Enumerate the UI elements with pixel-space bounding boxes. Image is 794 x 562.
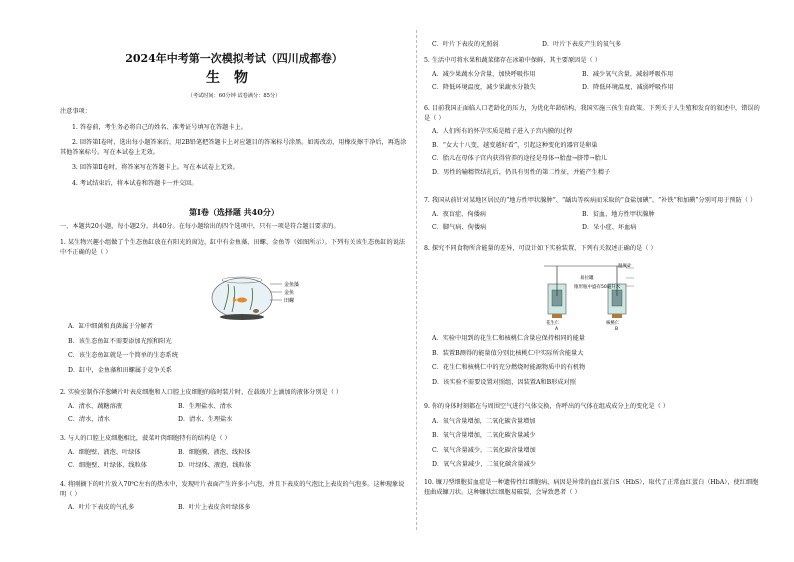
option[interactable]: A．缸中细菌和真菌属于分解者 (68, 323, 153, 330)
option[interactable]: A．氧气含量增加，二氧化碳含量增加 (432, 417, 536, 425)
setup-label: 核桃仁 (606, 321, 620, 326)
tank-label: 金鱼 (284, 290, 295, 296)
exam-meta: （考试时间：60分钟 试卷满分：85分） (187, 93, 281, 99)
option[interactable]: B．该生态鱼缸不需要添加光照和阳光 (68, 337, 172, 345)
setup-label: 花生仁 (546, 321, 560, 326)
left-column (60, 0, 408, 562)
note-item: 3. 回答第Ⅱ卷时，将答案写在答题卡上。写在本试卷上无效。 (72, 164, 239, 172)
question-stem: 7. 我国从前针对某地区居民的“地方性甲状腺肿”、“龋齿等疾病而采取的“食盐加碘”、“补铁”和加碘”分别可用于预防（ ） (424, 197, 757, 204)
fish-tank-illustration (210, 270, 320, 320)
option[interactable]: A．人们所有的怀孕实质是精子进入子宫内膜的过程 (432, 128, 573, 136)
question-stem: 5. 生活中可将水果和蔬菜储存在冰箱中保鲜，其主要原因是（ ） (424, 57, 601, 64)
option[interactable]: B．减少氧气含量，减弱呼吸作用 (582, 70, 674, 78)
setup-label: 易拉罐 (580, 276, 594, 281)
option[interactable]: C．清水、清水 (68, 416, 110, 424)
question-1 (60, 238, 408, 257)
setup-label: 温度计 (618, 264, 632, 269)
tank-label: 金鱼藻 (284, 282, 300, 288)
question-6 (424, 104, 764, 178)
section-instruction: 一、本题共20小题，每小题2分，共40分。在每小题给出的四个选项中，只有一项是符合题目要求的。 (60, 223, 340, 230)
option[interactable]: C．叶片下表皮的光照弱 (432, 41, 499, 48)
question-9 (424, 402, 764, 470)
notes-heading: 注意事项： (60, 108, 91, 115)
option[interactable]: D．氧气含量减少，二氧化碳含量减少 (432, 461, 536, 469)
option[interactable]: C．胎儿在母体子宫内获得营养的途径是母体→胎盘→脐带→胎儿 (432, 155, 607, 163)
question-2 (60, 388, 408, 425)
option[interactable]: C．脚气病、佝偻病 (432, 224, 487, 232)
question-5 (424, 56, 764, 93)
question-10 (424, 478, 764, 497)
option[interactable]: D．清水、生理盐水 (178, 416, 233, 424)
option[interactable]: B．贫血、地方性甲状腺肿 (582, 210, 655, 218)
note-item: 1. 答卷前，考生务必将自己的姓名、准考证号填写在答题卡上。 (72, 123, 247, 131)
question-stem: 8. 探究不同食物所含能量的差异，可设计如下实验装置，下列有关叙述正确的是（ ） (424, 245, 657, 252)
option[interactable]: D．该实验不需要设置对照组，因装置A和B形成对照 (432, 378, 576, 386)
option[interactable]: D．缸中，金鱼藻和田螺属于竞争关系 (68, 366, 172, 374)
experiment-setup-illustration (534, 262, 654, 330)
note-item: 2. 回答第Ⅰ卷时，选出每小题答案后，用2B铅笔把答题卡上对应题目的答案标号涂黑。如需改动，用橡皮擦干净后，再选涂其他答案标号。写在本试卷上无效。 (60, 139, 407, 156)
option[interactable]: A．叶片下表皮的气孔多 (68, 504, 135, 512)
setup-label: B (615, 327, 619, 330)
option[interactable]: D．男性的输精管结扎后，仍具有男性的第二性征，并能产生精子 (432, 169, 611, 177)
question-8 (424, 244, 764, 254)
option[interactable]: B．叶片上表皮含叶绿体多 (178, 504, 251, 512)
option[interactable]: B．细胞膜、液泡、线粒体 (178, 448, 251, 456)
option[interactable]: D．叶片下表皮产生的氧气多 (542, 41, 622, 48)
question-8-options (424, 334, 764, 387)
question-stem: 2. 实验室制作洋葱鳞片叶表皮细胞和人口腔上皮细胞的临时装片时，在载玻片上滴加的液体分别是（ ） (60, 389, 343, 396)
option[interactable]: B．生理盐水、清水 (178, 402, 233, 410)
option[interactable]: C．氧气含量减少，二氧化碳含量增加 (432, 446, 536, 454)
notes-block (60, 107, 408, 195)
option[interactable]: B．氧气含量增加，二氧化碳含量减少 (432, 432, 536, 440)
option[interactable]: C．该生态鱼缸就是一个简单的生态系统 (68, 352, 178, 360)
exam-subject: 生物 (206, 70, 262, 86)
question-7 (424, 196, 764, 233)
option[interactable]: A．实验中用到的花生仁和核桃仁含量应保持相同的能量 (432, 335, 585, 342)
setup-label: 锥形瓶中盛有50毫升水 (574, 285, 621, 290)
question-stem: 4. 将刚摘下的叶片放入70℃左右的热水中，发现叶片表面产生许多小气泡，并且下表皮的气泡比上表皮的气泡多。这种现象说明（ ） (60, 481, 405, 498)
option[interactable]: D．降低环境温度，减弱呼吸作用 (582, 84, 674, 92)
question-stem: 3. 与人的口腔上皮细胞相比，菠菜叶肉细胞特有的结构是（ ） (60, 435, 231, 442)
note-item: 4. 考试结束后，将本试卷和答题卡一并交回。 (72, 180, 198, 188)
column-divider (416, 30, 417, 530)
option[interactable]: A．细胞壁、液泡、叶绿体 (68, 448, 141, 456)
question-4 (60, 480, 408, 513)
question-stem: 1. 某生物兴趣小组做了个生态鱼缸放在有阳光的窗边，缸中有金鱼藻、田螺、金鱼等（如图所示）。下列有关该生态鱼缸的说法中不正确的是（ ） (60, 239, 406, 256)
option[interactable]: B．装置B测得的能量值分别比核桃仁中实际所含能量大 (432, 349, 584, 357)
option[interactable]: C．细胞壁、叶绿体、线粒体 (68, 462, 147, 470)
question-4-continued (424, 40, 764, 50)
section-heading: 第Ⅰ卷（选择题 共40分） (189, 207, 279, 217)
question-stem: 9. 你的身体时刻都在与周围空气进行气体交换，你呼出的气体在组成成分上的变化是（ ） (424, 403, 669, 410)
setup-label: A (555, 327, 559, 330)
tank-label: 田螺 (284, 298, 295, 304)
option[interactable]: C．降低环境温度，减少果蔬水分散失 (432, 84, 536, 92)
option[interactable]: B．“女大十八变，越变越好看”，引起这种变化的器官是卵巢 (432, 141, 598, 149)
question-stem: 6. 目前我国正面临人口老龄化的压力，为优化年龄结构，我国实施三孩生育政策。下列关于人生殖和发育的叙述中，错误的是（ ） (424, 105, 760, 122)
option[interactable]: A．清水、蔬糖溶液 (68, 402, 122, 410)
option[interactable]: A．夜盲症、佝偻病 (432, 210, 486, 218)
option[interactable]: C．花生仁和核桃仁中的充分燃烧时能源物质中的有机物 (432, 364, 586, 372)
right-column (424, 0, 764, 562)
question-1-options (60, 322, 408, 375)
option[interactable]: D．呆小症、坏血病 (582, 224, 637, 232)
question-3 (60, 434, 408, 471)
option[interactable]: D．叶绿体、液泡、线粒体 (178, 462, 252, 470)
question-stem: 10. 镰刀型细胞贫血症是一种遗传性红细胞病，病因是异常的血红蛋白S（HbS），取代了正常血红蛋白（HbA），使红细胞扭曲成镰刀状。这种镰状红细胞易破裂，会导致患者（ ） (424, 479, 759, 496)
exam-title: 2024年中考第一次模拟考试（四川成都卷） (125, 52, 343, 65)
option[interactable]: A．减少果蔬水分含量，加快呼吸作用 (432, 70, 536, 78)
